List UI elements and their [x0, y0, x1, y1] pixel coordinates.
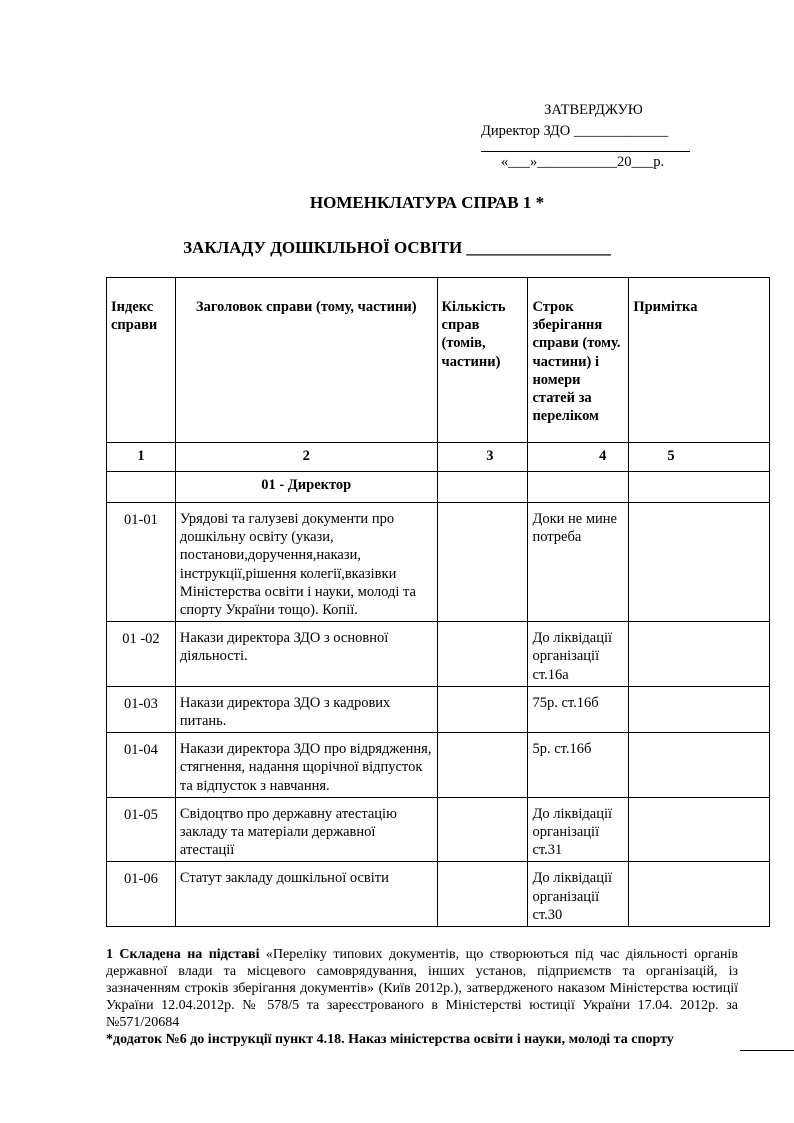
row-title: Накази директора ЗДО про відрядження, стягнення, надання щорічної відпусток та відпусток з навчання.	[175, 733, 437, 798]
header-note: Примітка	[629, 278, 770, 443]
row-note	[629, 733, 770, 798]
header-title: Заголовок справи (тому, частини)	[175, 278, 437, 443]
row-title: Статут закладу дошкільної освіти	[175, 862, 437, 927]
row-index: 01 -02	[107, 622, 176, 687]
footnote	[106, 946, 738, 1048]
page-edge-rule	[740, 1050, 794, 1051]
row-index: 01-01	[107, 503, 176, 622]
approval-block	[481, 100, 696, 173]
table-header-row	[107, 278, 770, 443]
row-title: Свідоцтво про державну атестацію закладу та матеріали державної атестації	[175, 797, 437, 862]
row-index: 01-05	[107, 797, 176, 862]
row-storage: До ліквідації організації ст.31	[528, 797, 629, 862]
nomenclature-table	[106, 277, 770, 927]
approval-heading: ЗАТВЕРДЖУЮ	[544, 102, 643, 118]
header-count: Кількість справ (томів, частини)	[437, 278, 528, 443]
row-storage: До ліквідації організації ст.30	[528, 862, 629, 927]
column-number: 5	[629, 443, 770, 472]
column-number: 1	[107, 443, 176, 472]
row-count	[437, 686, 528, 732]
row-index: 01-03	[107, 686, 176, 732]
row-storage: 5р. ст.16б	[528, 733, 629, 798]
row-count	[437, 622, 528, 687]
table-row	[107, 503, 770, 622]
section-title: 01 - Директор	[175, 472, 437, 503]
table-row	[107, 686, 770, 732]
row-note	[629, 862, 770, 927]
row-note	[629, 503, 770, 622]
footnote-text: «Переліку типових документів, що створюються під час діяльності органів державної влади та місцевого самоврядування, інших установ, підприємств та організацій, із зазначенням строків зберігання документів» (Київ 2012р.), затвердженого наказом Міністерства юстиції України 12.04.2012р. № 578/5 та зареєстрованого в Міністерстві юстиції України 17.04. 2012р. за №571/20684	[106, 947, 738, 1030]
footnote-appendix: *додаток №6 до інструкції пункт 4.18. Наказ міністерства освіти і науки, молоді та спорту	[106, 1032, 674, 1047]
approval-position-line: Директор ЗДО _____________	[481, 123, 669, 139]
row-index: 01-06	[107, 862, 176, 927]
section-row	[107, 472, 770, 503]
row-count	[437, 862, 528, 927]
row-storage: 75р. ст.16б	[528, 686, 629, 732]
row-storage: До ліквідації організації ст.16а	[528, 622, 629, 687]
row-note	[629, 686, 770, 732]
row-count	[437, 797, 528, 862]
approval-date-line: «___»___________20___р.	[501, 154, 665, 170]
document-subtitle: ЗАКЛАДУ ДОШКІЛЬНОЇ ОСВІТИ _________________	[183, 238, 611, 257]
column-number: 4	[528, 443, 629, 472]
approval-signature-rule	[481, 142, 690, 152]
header-storage: Строк зберігання справи (тому. частини) і номери статей за переліком	[528, 278, 629, 443]
row-count	[437, 733, 528, 798]
row-note	[629, 797, 770, 862]
column-number: 2	[175, 443, 437, 472]
section-count-cell	[437, 472, 528, 503]
section-note-cell	[629, 472, 770, 503]
footnote-lead: 1 Складена на підставі	[106, 947, 260, 962]
column-number: 3	[437, 443, 528, 472]
column-number-row	[107, 443, 770, 472]
table-row	[107, 622, 770, 687]
table-row	[107, 797, 770, 862]
row-count	[437, 503, 528, 622]
table-row	[107, 862, 770, 927]
section-index-cell	[107, 472, 176, 503]
document-title: НОМЕНКЛАТУРА СПРАВ 1 *	[309, 193, 545, 212]
row-title: Накази директора ЗДО з основної діяльності.	[175, 622, 437, 687]
table-row	[107, 733, 770, 798]
row-note	[629, 622, 770, 687]
header-index: Індекс справи	[107, 278, 176, 443]
row-title: Накази директора ЗДО з кадрових питань.	[175, 686, 437, 732]
row-storage: Доки не мине потреба	[528, 503, 629, 622]
section-storage-cell	[528, 472, 629, 503]
row-title: Урядові та галузеві документи про дошкільну освіту (укази, постанови,доручення,накази, інструкції,рішення колегії,вказівки Міністерства освіти і науки, молоді та спорту України тощо). Копії.	[175, 503, 437, 622]
row-index: 01-04	[107, 733, 176, 798]
